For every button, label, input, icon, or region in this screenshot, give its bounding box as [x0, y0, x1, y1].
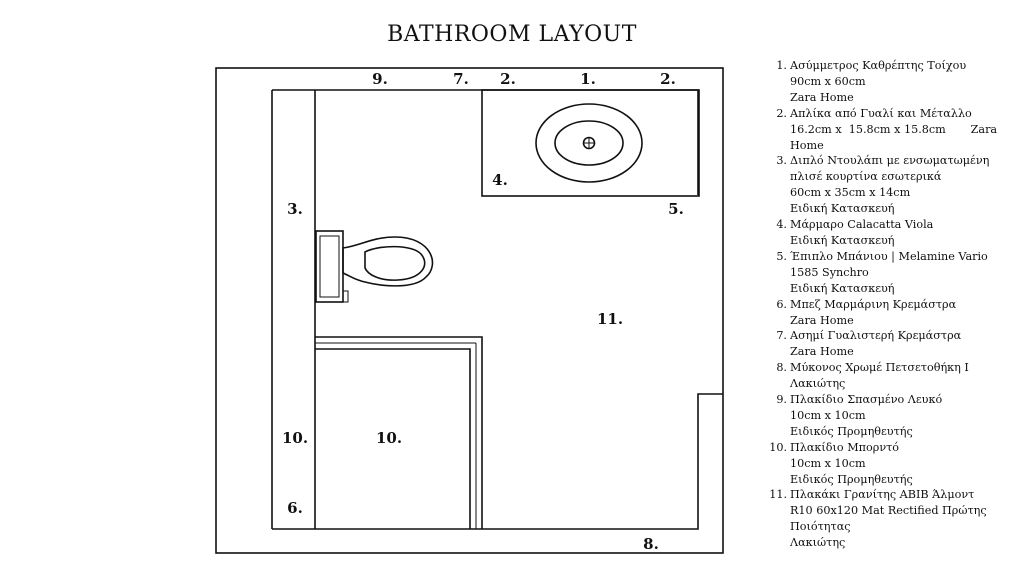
legend-item: [768, 360, 1018, 392]
label-1: 1.: [580, 70, 596, 88]
legend-item-line: Λακιώτης: [790, 377, 846, 391]
legend-item-line: Έπιπλο Μπάνιου | Melamine Vario: [790, 249, 988, 263]
legend-item-text: [790, 106, 1018, 154]
label-10-shower: 10.: [375, 429, 403, 447]
legend-item-number: 8.: [776, 361, 787, 375]
legend-item-line: Ασύμμετρος Καθρέπτης Τοίχου: [790, 59, 967, 72]
legend-item: [768, 217, 1018, 249]
legend-item-line: 1585 Synchro: [790, 265, 869, 279]
label-4: 4.: [492, 171, 508, 189]
legend-item-line: Zara Home: [790, 345, 854, 359]
legend-item-line: Λακιώτης: [790, 536, 846, 550]
label-9: 9.: [372, 70, 388, 88]
legend-item-text: [790, 392, 1018, 440]
legend-item-line: πλισέ κουρτίνα εσωτερικά: [790, 170, 942, 184]
legend-item-line: Απλίκα από Γυαλί και Μέταλλο: [790, 106, 972, 120]
legend-item-line: Μάρμαρο Calacatta Viola: [790, 218, 934, 232]
legend-item-line: Μύκονος Χρωμέ Πετσετοθήκη Ι: [790, 361, 969, 375]
legend-item-number: 6.: [776, 297, 787, 311]
legend-item-line: Home: [790, 138, 824, 152]
legend-item: [768, 297, 1018, 329]
label-11: 11.: [596, 310, 624, 328]
label-2-left: 2.: [500, 70, 516, 88]
legend-item-text: [790, 297, 1018, 329]
legend-item: [768, 440, 1018, 488]
legend-item: [768, 328, 1018, 360]
legend-item-number: 5.: [776, 249, 787, 263]
legend-item-line: Ειδική Κατασκευή: [790, 233, 895, 247]
page-title: BATHROOM LAYOUT: [387, 22, 637, 47]
legend-item: [768, 106, 1018, 154]
legend-item-text: [790, 487, 1018, 551]
label-3: 3.: [287, 200, 303, 218]
legend-item-text: [790, 217, 1018, 249]
legend-item-number: 11.: [769, 488, 787, 502]
legend-item-number: 4.: [776, 218, 787, 232]
label-10-wall: 10.: [281, 429, 309, 447]
legend-item-number: 2.: [776, 106, 787, 120]
legend-item-line: R10 60x120 Mat Rectified Πρώτης: [790, 504, 987, 518]
legend-item-line: 90cm x 60cm: [790, 74, 866, 88]
legend-item-line: 10cm x 10cm: [790, 456, 866, 470]
label-8: 8.: [643, 535, 659, 553]
legend-item-line: Ειδική Κατασκευή: [790, 281, 895, 295]
legend-item-number: 10.: [769, 440, 787, 454]
toilet-seat-inner: [365, 247, 425, 280]
label-5: 5.: [668, 200, 684, 218]
legend-item: [768, 392, 1018, 440]
legend-item-line: Μπεζ Μαρμάρινη Κρεμάστρα: [790, 297, 957, 311]
legend-item-line: Zara Home: [790, 313, 854, 327]
label-7: 7.: [453, 70, 469, 88]
label-2-right: 2.: [660, 70, 676, 88]
legend-item-line: Πλακάκι Γρανίτης ΑΒΙΒ Άλμοντ: [790, 488, 975, 502]
legend-item-line: Ειδικός Προμηθευτής: [790, 424, 913, 438]
legend-item-line: 10cm x 10cm: [790, 408, 866, 422]
legend-item-text: [790, 58, 1018, 106]
legend-item-number: 7.: [776, 329, 787, 343]
legend-item-line: Ποιότητας: [790, 520, 851, 534]
legend-item: [768, 487, 1018, 551]
legend-item-line: 60cm x 35cm x 14cm: [790, 186, 911, 200]
legend-item-line: Ασημί Γυαλιστερή Κρεμάστρα: [790, 329, 962, 343]
legend-item-text: [790, 328, 1018, 360]
legend-item-line: Πλακίδιο Μπορντό: [790, 440, 900, 454]
inner-wall-outline: [272, 394, 723, 529]
materials-legend: [768, 58, 1018, 551]
legend-item-line: Ειδική Κατασκευή: [790, 202, 895, 216]
legend-item-number: 9.: [776, 393, 787, 407]
legend-item-number: 1.: [776, 59, 787, 72]
legend-item-text: [790, 440, 1018, 488]
legend-item: [768, 249, 1018, 297]
toilet-bowl-outer: [343, 237, 432, 286]
legend-item-line: Zara Home: [790, 90, 854, 104]
legend-item-text: [790, 360, 1018, 392]
legend-item: [768, 153, 1018, 217]
legend-item-line: Διπλό Ντουλάπι με ενσωματωμένη: [790, 154, 990, 168]
legend-item-text: [790, 249, 1018, 297]
legend-item-text: [790, 153, 1018, 217]
label-6: 6.: [287, 499, 303, 517]
legend-item-line: Πλακίδιο Σπασμένο Λευκό: [790, 393, 943, 407]
legend-item-number: 3.: [776, 154, 787, 168]
legend-item: [768, 58, 1018, 106]
legend-item-line: 16.2cm x 15.8cm x 15.8cm Zara: [790, 122, 998, 136]
legend-item-line: Ειδικός Προμηθευτής: [790, 472, 913, 486]
